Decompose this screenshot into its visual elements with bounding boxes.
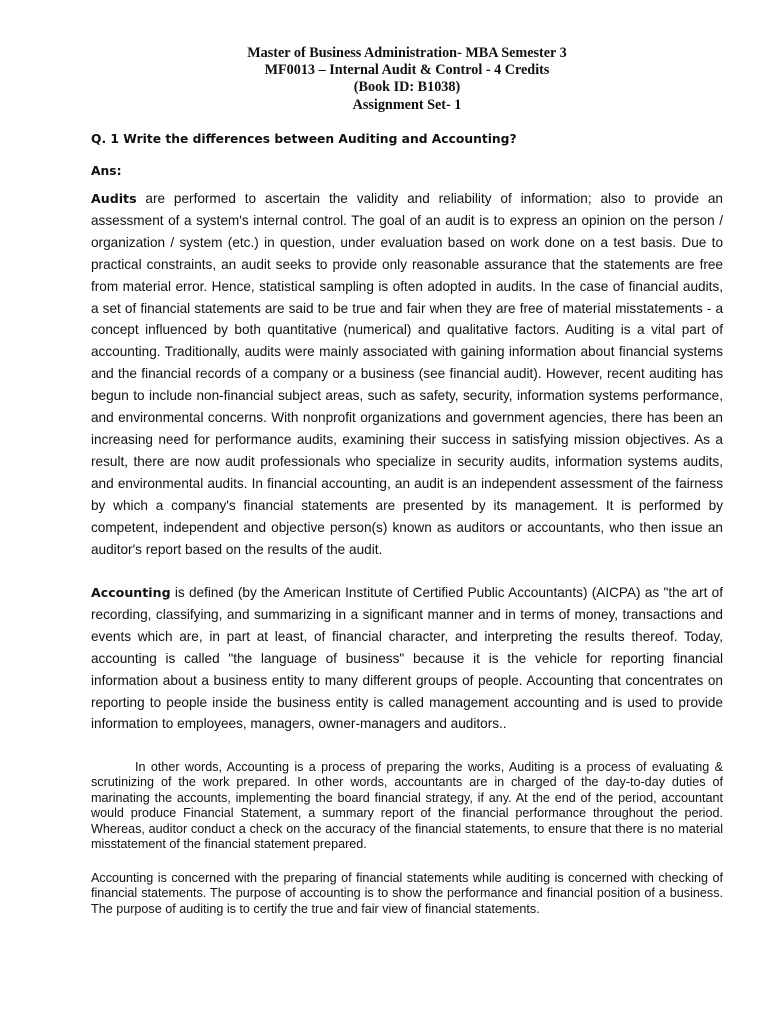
accounting-body: is defined (by the American Institute of Certified Public Accountants) (AICPA) as "the art of recording, classifying, and summarizing in a significant manner and in terms of money, transactions and events which are, in part at least, of financial character, and interpreting the results thereof. Today, accounting is called "the language of business" because it is the vehicle for reporting financial information about a business entity to many different groups of people. Accounting that concentrates on reporting to people inside the business entity is called management accounting and is used to provide information to employees, managers, owner-managers and auditors.. bbox=[91, 585, 724, 732]
answer-label: Ans: bbox=[91, 164, 122, 178]
accounting-paragraph bbox=[91, 582, 723, 735]
document-header bbox=[91, 45, 723, 114]
audits-term: Audits bbox=[91, 191, 137, 206]
audits-body: are performed to ascertain the validity and reliability of information; also to provide an assessment of a system's internal control. The goal of an audit is to express an opinion on the person / organization / system (etc.) in question, under evaluation based on work done on a test basis. Due to practical constraints, an audit seeks to provide only reasonable assurance that the statements are free from material error. Hence, statistical sampling is often adopted in audits. In the case of financial audits, a set of financial statements are said to be true and fair when they are free of material misstatements - a concept influenced by both quantitative (numerical) and qualitative factors. Auditing is a vital part of accounting. Traditionally, audits were mainly associated with gaining information about financial systems and the financial records of a company or a business (see financial audit). However, recent auditing has begun to include non-financial subject areas, such as safety, security, information systems performance, and environmental concerns. With nonprofit organizations and government agencies, there has been an increasing need for performance audits, examining their success in satisfying mission objectives. As a result, there are now audit professionals who specialize in security audits, information systems audits, and environmental audits. In financial accounting, an audit is an independent assessment of the fairness by which a company's financial statements are presented by its management. It is performed by competent, independent and objective person(s) known as auditors or accountants, who then issue an auditor's report based on the results of the audit. bbox=[91, 191, 723, 557]
other-words-paragraph: In other words, Accounting is a process of preparing the works, Auditing is a process of evaluating & scrutinizing of the work prepared. In other words, accountants are in charged of the day-to-day duties of marinating the accounts, implementing the board financial strategy, if any. At the end of the period, accountant would produce Financial Statement, a summary report of the financial performance throughout the period. Whereas, auditor conduct a check on the accuracy of the financial statements, to ensure that there is no material misstatement of the financial statement prepared. bbox=[91, 760, 723, 852]
question-heading: Q. 1 Write the differences between Auditing and Accounting? bbox=[91, 132, 517, 146]
accounting-term: Accounting bbox=[91, 585, 171, 600]
assignment-set: Assignment Set- 1 bbox=[352, 96, 462, 113]
course-title: MF0013 – Internal Audit & Control - 4 Credits bbox=[264, 62, 550, 79]
audits-paragraph bbox=[91, 188, 723, 560]
book-id: (Book ID: B1038) bbox=[353, 79, 461, 96]
concerned-paragraph: Accounting is concerned with the preparing of financial statements while auditing is concerned with checking of financial statements. The purpose of accounting is to show the performance and financial position of a business. The purpose of auditing is to certify the true and fair view of financial statements. bbox=[91, 871, 723, 916]
program-title: Master of Business Administration- MBA Semester 3 bbox=[247, 45, 567, 61]
